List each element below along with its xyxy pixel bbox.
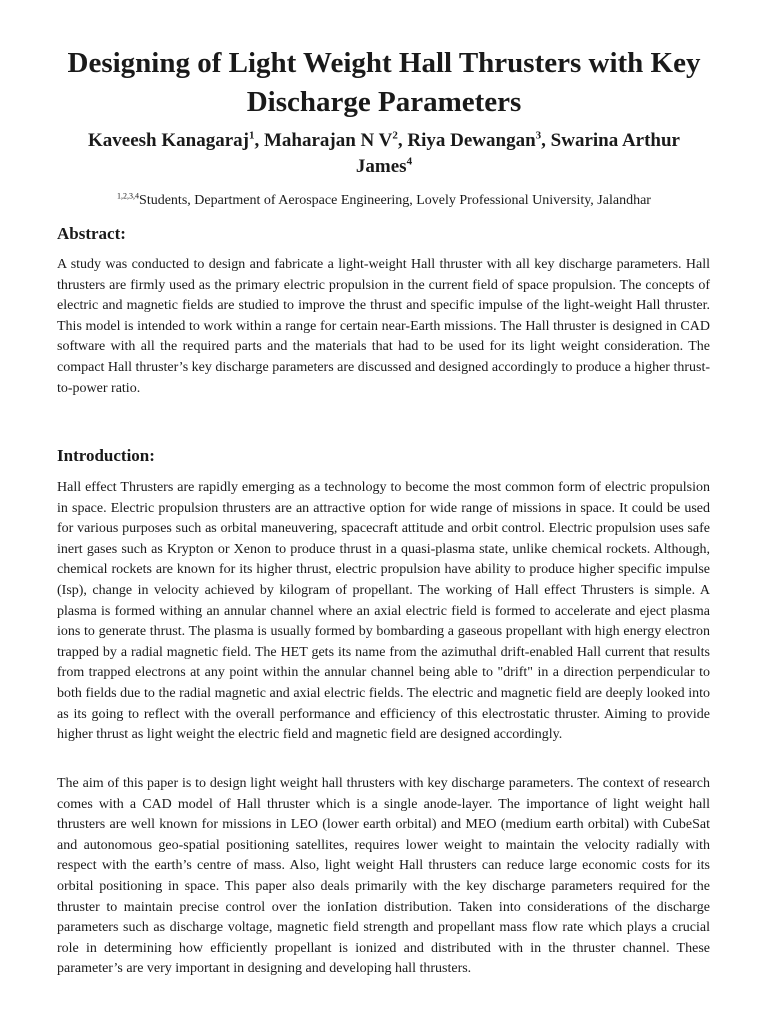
author-list [60,128,708,180]
author-mark: 2 [392,129,398,142]
author-name: Riya Dewangan [407,130,536,151]
author-name: Maharajan N V [263,130,393,151]
author-mark: 4 [406,155,413,168]
affiliation [40,192,728,210]
author-separator: , [397,130,408,151]
abstract-heading: Abstract: [57,224,126,243]
abstract-paragraph: A study was conducted to design and fabricate a light-weight Hall thruster with all key discharge parameters. Hall thrusters are firmly used as the primary electric propulsion in the current field of space propulsion. The concepts of electric and magnetic fields are studied to improve the thrust and specific impulse of the light-weight Hall thruster. This model is intended to work within a range for certain near-Earth missions. The Hall thruster is designed in CAD software with all the required parts and the materials that had to be used for its light weight consideration. The compact Hall thruster’s key discharge parameters are discussed and designed accordingly to produce a higher thrust-to-power ratio. [57,257,710,396]
intro-paragraph-2: The aim of this paper is to design light weight hall thrusters with key discharge parameters. The context of research comes with a CAD model of Hall thruster which is a single anode-layer. The importance of light weight hall thrusters are well known for missions in LEO (lower earth orbital) and MEO (medium earth orbital) with CubeSat and autonomous geo-spatial positioning satellites, requires lower weight to maintain the velocity radially with respect with the earth’s centre of mass. Also, light weight Hall thrusters can reduce large economic costs for its orbital positioning in space. This paper also deals primarily with the key discharge parameters required for the thruster to maintain precise control over the ionIation distribution. Taken into considerations of the discharge parameters such as discharge voltage, magnetic field strength and propellant mass flow rate which plays a crucial role in determining how efficiently propellant is ionized and distributed with in the thruster channel. These parameter’s are very important in designing and developing hall thrusters. [57,776,710,977]
author-name: Kaveesh Kanagaraj [88,130,249,151]
author-separator: , [254,130,264,151]
paper-title: Designing of Light Weight Hall Thrusters with Key Discharge Parameters [67,47,701,118]
intro-paragraph-1: Hall effect Thrusters are rapidly emerging as a technology to become the most common form of electric propulsion in space. Electric propulsion thrusters are an attractive option for wide range of missions in space. It could be used for various purposes such as orbital maneuvering, spacecraft attitude and orbit control. Electric propulsion uses safe inert gases such as Krypton or Xenon to produce thrust in a quasi-plasma state, unlike chemical rockets. Although, chemical rockets are known for its higher thrust, electric propulsion have ability to produce higher specific impulse (Isp), change in velocity achieved by kilogram of propellant. The working of Hall effect Thrusters is simple. A plasma is formed withing an annular channel where an axial electric field is formed to accelerate and eject plasma ions to generate thrust. The plasma is usually formed by bombarding a gaseous propellant with high energy electron trapped by a radial magnetic field. The HET gets its name from the azimuthal drift-enabled Hall current that results from trapped electrons at any point within the annular channel being able to "drift" in a direction perpendicular to both fields due to the radial magnetic and axial electric fields. The electric and magnetic field are deeply looked into as its going to reflect with the overall performance and efficiency of this electrostatic thruster. Aiming to provide higher thrust as light weight the electric field and magnetic field are designed accordingly. [57,480,710,743]
introduction-heading: Introduction: [57,446,155,465]
author-mark: 1 [248,129,255,142]
affiliation-marks: 1,2,3,4 [117,191,140,201]
author-name: Swarina Arthur James [355,130,680,177]
affiliation-text: Students, Department of Aerospace Engineering, Lovely Professional University, Jalandhar [139,193,651,208]
author-mark: 3 [535,129,542,142]
author-separator: , [541,130,551,151]
